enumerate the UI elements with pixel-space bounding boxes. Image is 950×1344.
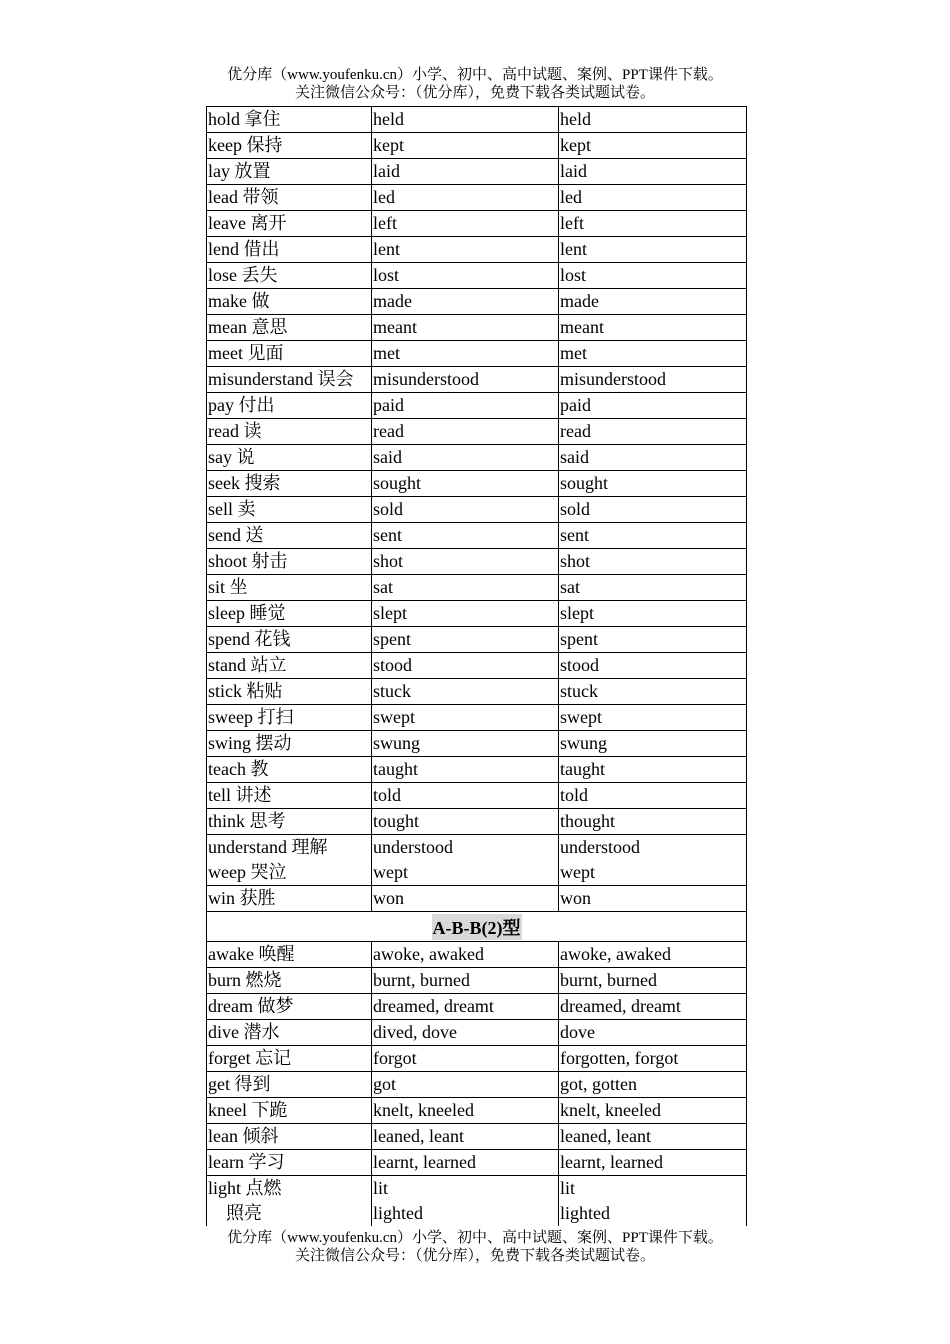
table-row: [207, 159, 746, 185]
page-header: [0, 66, 950, 102]
table-row: [207, 263, 746, 289]
table-row: [207, 1020, 746, 1046]
past-participle-cell: won: [560, 888, 591, 908]
past-participle-cell: swept: [560, 707, 602, 727]
past-participle-cell: dove: [560, 1022, 595, 1042]
past-tense-cell: leaned, leant: [372, 1124, 559, 1149]
table-row: [207, 315, 746, 341]
base-form-cell: get 得到: [207, 1072, 372, 1097]
table-row: [207, 968, 746, 994]
base-form-cell: dive 潜水: [207, 1020, 372, 1045]
base-form-cell: sleep 睡觉: [207, 601, 372, 626]
past-participle-cell: left: [560, 213, 584, 233]
past-participle-cell: said: [560, 447, 589, 467]
past-tense-cell: spent: [372, 627, 559, 652]
table-row: [207, 575, 746, 601]
table-row: [207, 523, 746, 549]
past-participle-cell: lent: [560, 239, 587, 259]
past-tense-cell: sat: [372, 575, 559, 600]
table-row: [207, 757, 746, 783]
past-tense-cell: understood wept: [372, 835, 559, 885]
past-tense-cell: slept: [372, 601, 559, 626]
base-form-cell: lean 倾斜: [207, 1124, 372, 1149]
base-form-cell: swing 摆动: [207, 731, 372, 756]
base-form-cell: leave 离开: [207, 211, 372, 236]
table-row: [207, 549, 746, 575]
past-participle-cell: thought: [560, 811, 616, 831]
past-tense-cell: held: [372, 107, 559, 132]
past-tense-cell: sought: [372, 471, 559, 496]
table-row: [207, 809, 746, 835]
table-row-merged: [207, 835, 746, 886]
section-heading-row: [207, 912, 746, 942]
base-form-cell: kneel 下跪: [207, 1098, 372, 1123]
table-row: [207, 341, 746, 367]
past-participle-cell: stood: [560, 655, 600, 675]
past-tense-cell: sent: [372, 523, 559, 548]
base-form-cell: win 获胜: [207, 886, 372, 911]
base-form-cell: burn 燃烧: [207, 968, 372, 993]
table-row: [207, 1098, 746, 1124]
past-tense-cell: forgot: [372, 1046, 559, 1071]
past-tense-cell: stood: [372, 653, 559, 678]
base-form-cell: keep 保持: [207, 133, 372, 158]
past-tense-cell: got: [372, 1072, 559, 1097]
table-row: [207, 1150, 746, 1176]
base-form-cell: seek 搜索: [207, 471, 372, 496]
past-tense-cell: swung: [372, 731, 559, 756]
base-form-cell: think 思考: [207, 809, 372, 834]
footer-line-1: 优分库（www.youfenku.cn）小学、初中、高中试题、案例、PPT课件下载。: [227, 1230, 723, 1246]
past-tense-cell: led: [372, 185, 559, 210]
table-row: [207, 419, 746, 445]
past-tense-cell: kept: [372, 133, 559, 158]
table-row: [207, 237, 746, 263]
past-tense-cell: learnt, learned: [372, 1150, 559, 1175]
past-tense-cell: knelt, kneeled: [372, 1098, 559, 1123]
past-participle-cell: forgotten, forgot: [560, 1048, 679, 1068]
base-form-cell: lend 借出: [207, 237, 372, 262]
past-participle-cell: sent: [560, 525, 589, 545]
table-row: [207, 497, 746, 523]
past-tense-cell: laid: [372, 159, 559, 184]
past-tense-cell: paid: [372, 393, 559, 418]
past-participle-cell: burnt, burned: [560, 970, 657, 990]
past-tense-cell: told: [372, 783, 559, 808]
past-tense-cell: misunderstood: [372, 367, 559, 392]
table-row: [207, 393, 746, 419]
past-participle-cell: read: [560, 421, 591, 441]
table-row: [207, 679, 746, 705]
past-participle-cell: leaned, leant: [560, 1126, 651, 1146]
past-tense-cell: dived, dove: [372, 1020, 559, 1045]
past-participle-cell: spent: [560, 629, 598, 649]
base-form-cell: mean 意思: [207, 315, 372, 340]
past-tense-cell: said: [372, 445, 559, 470]
past-participle-cell: laid: [560, 161, 587, 181]
table-row: [207, 471, 746, 497]
table-row: [207, 653, 746, 679]
past-participle-cell: dreamed, dreamt: [560, 996, 681, 1016]
table-row: [207, 133, 746, 159]
base-form-cell: sell 卖: [207, 497, 372, 522]
base-form-cell: dream 做梦: [207, 994, 372, 1019]
past-participle-cell: knelt, kneeled: [560, 1100, 661, 1120]
past-participle-cell: led: [560, 187, 582, 207]
past-participle-cell: got, gotten: [560, 1074, 637, 1094]
past-tense-cell: dreamed, dreamt: [372, 994, 559, 1019]
past-participle-cell: understood wept: [560, 837, 640, 882]
past-participle-cell: met: [560, 343, 587, 363]
table-row: [207, 211, 746, 237]
base-form-cell: say 说: [207, 445, 372, 470]
table-row: [207, 289, 746, 315]
base-form-cell: stand 站立: [207, 653, 372, 678]
base-form-cell: read 读: [207, 419, 372, 444]
base-form-cell: pay 付出: [207, 393, 372, 418]
past-tense-cell: shot: [372, 549, 559, 574]
past-participle-cell: sold: [560, 499, 591, 519]
table-row: [207, 107, 746, 133]
table-row: [207, 185, 746, 211]
base-form-cell: hold 拿住: [207, 107, 372, 132]
base-form-cell: misunderstand 误会: [207, 367, 372, 392]
table-row: [207, 994, 746, 1020]
table-row: [207, 601, 746, 627]
past-participle-cell: sat: [560, 577, 580, 597]
table-row-win: [207, 886, 746, 912]
past-tense-cell: burnt, burned: [372, 968, 559, 993]
past-tense-cell: meant: [372, 315, 559, 340]
past-participle-cell: swung: [560, 733, 608, 753]
base-form-cell: tell 讲述: [207, 783, 372, 808]
past-tense-cell: lit lighted: [372, 1176, 559, 1226]
base-form-cell: light 点燃 照亮: [207, 1176, 372, 1226]
past-participle-cell: meant: [560, 317, 604, 337]
past-participle-cell: told: [560, 785, 589, 805]
past-participle-cell: kept: [560, 135, 591, 155]
past-tense-cell: tought: [372, 809, 559, 834]
past-participle-cell: paid: [560, 395, 591, 415]
past-participle-cell: sought: [560, 473, 609, 493]
base-form-cell: lose 丢失: [207, 263, 372, 288]
header-line-2: 关注微信公众号：（优分库），免费下载各类试题试卷。: [294, 85, 655, 101]
past-tense-cell: left: [372, 211, 559, 236]
past-participle-cell: lit lighted: [560, 1178, 610, 1223]
past-tense-cell: lost: [372, 263, 559, 288]
table-row: [207, 783, 746, 809]
table-row: [207, 1072, 746, 1098]
past-participle-cell: taught: [560, 759, 605, 779]
past-tense-cell: read: [372, 419, 559, 444]
past-tense-cell: swept: [372, 705, 559, 730]
table-row: [207, 942, 746, 968]
table-row: [207, 1046, 746, 1072]
table-row: [207, 1124, 746, 1150]
past-participle-cell: stuck: [560, 681, 598, 701]
past-tense-cell: stuck: [372, 679, 559, 704]
table-row: [207, 627, 746, 653]
past-tense-cell: made: [372, 289, 559, 314]
header-line-1: 优分库（www.youfenku.cn）小学、初中、高中试题、案例、PPT课件下载。: [227, 67, 723, 83]
footer-line-2: 关注微信公众号：（优分库），免费下载各类试题试卷。: [294, 1248, 655, 1264]
table-part-2: [207, 942, 746, 1176]
base-form-cell: spend 花钱: [207, 627, 372, 652]
base-form-cell: awake 唤醒: [207, 942, 372, 967]
base-form-cell: sweep 打扫: [207, 705, 372, 730]
past-tense-cell: awoke, awaked: [372, 942, 559, 967]
past-participle-cell: lost: [560, 265, 587, 285]
base-form-cell: teach 教: [207, 757, 372, 782]
base-form-cell: lay 放置: [207, 159, 372, 184]
past-tense-cell: lent: [372, 237, 559, 262]
base-form-cell: send 送: [207, 523, 372, 548]
base-form-cell: shoot 射击: [207, 549, 372, 574]
base-form-cell: sit 坐: [207, 575, 372, 600]
past-participle-cell: shot: [560, 551, 591, 571]
past-participle-cell: learnt, learned: [560, 1152, 663, 1172]
past-participle-cell: slept: [560, 603, 594, 623]
verb-table: [206, 106, 747, 1226]
base-form-cell: lead 带领: [207, 185, 372, 210]
table-row-light: [207, 1176, 746, 1226]
base-form-cell: meet 见面: [207, 341, 372, 366]
table-row: [207, 367, 746, 393]
base-form-cell: forget 忘记: [207, 1046, 372, 1071]
past-tense-cell: taught: [372, 757, 559, 782]
past-participle-cell: made: [560, 291, 599, 311]
base-form-cell: stick 粘贴: [207, 679, 372, 704]
base-form-cell: make 做: [207, 289, 372, 314]
table-row: [207, 731, 746, 757]
past-tense-cell: sold: [372, 497, 559, 522]
past-tense-cell: met: [372, 341, 559, 366]
past-participle-cell: misunderstood: [560, 369, 666, 389]
table-part-1: [207, 107, 746, 835]
table-row: [207, 445, 746, 471]
base-form-cell: understand 理解 weep 哭泣: [207, 835, 372, 885]
past-participle-cell: held: [560, 109, 591, 129]
page-footer: [0, 1229, 950, 1265]
past-tense-cell: won: [372, 886, 559, 911]
past-participle-cell: awoke, awaked: [560, 944, 671, 964]
base-form-cell: learn 学习: [207, 1150, 372, 1175]
table-row: [207, 705, 746, 731]
section-title: A-B-B(2)型: [432, 914, 522, 940]
